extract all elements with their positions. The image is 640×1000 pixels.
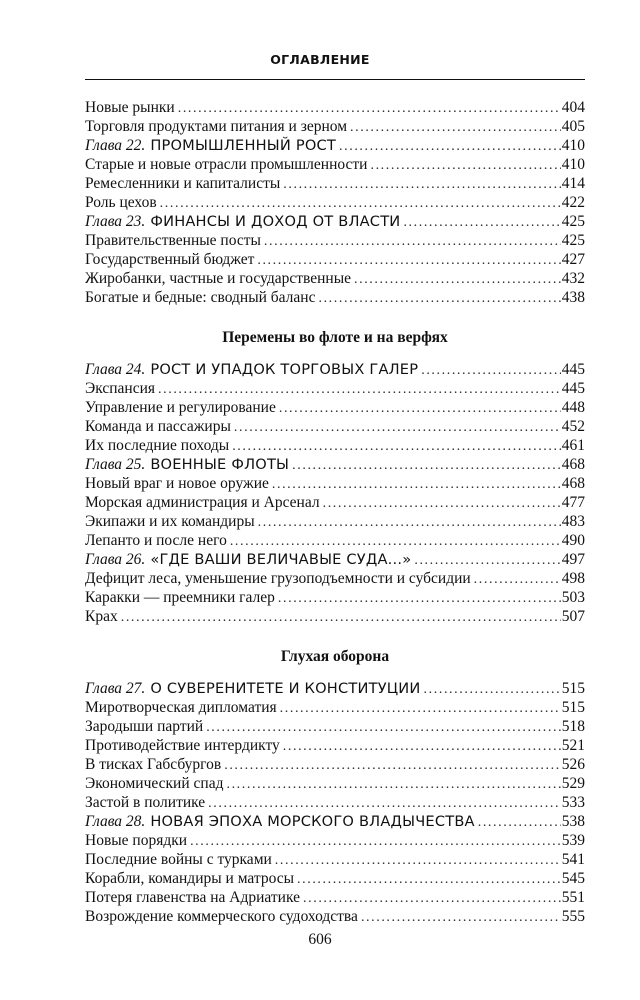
chapter-label: Глава 28. — [85, 813, 146, 830]
dot-leader — [230, 532, 561, 551]
dot-leader — [272, 475, 561, 494]
entry-text: «ГДЕ ВАШИ ВЕЛИЧАВЫЕ СУДА...» — [150, 551, 412, 568]
entry-text: ВОЕННЫЕ ФЛОТЫ — [150, 456, 290, 473]
entry-text: Новые порядки — [85, 832, 188, 849]
toc-entry — [85, 793, 585, 812]
toc-entry — [85, 155, 585, 174]
toc-page-number: 427 — [561, 251, 585, 268]
dot-leader — [283, 737, 561, 756]
section-heading-fleet: Перемены во флоте и на верфях — [222, 329, 448, 346]
toc-page-number: 468 — [561, 475, 585, 492]
toc-entry-title — [85, 907, 358, 926]
toc-entry-title — [85, 360, 418, 379]
toc-entry-title — [85, 588, 275, 607]
toc-page-number: 468 — [561, 456, 585, 473]
toc-entry-title — [85, 755, 221, 774]
entry-text: Роль цехов — [85, 194, 157, 211]
dot-leader — [297, 870, 561, 889]
dot-leader — [478, 813, 561, 832]
toc-page-number: 410 — [561, 137, 585, 154]
toc-entry-title — [85, 212, 400, 231]
toc-chapter-entry — [85, 360, 585, 379]
toc-entry-title — [85, 136, 336, 155]
toc-entry — [85, 717, 585, 736]
dot-leader — [421, 361, 561, 380]
toc-entry-title — [85, 98, 175, 117]
dot-leader — [354, 270, 561, 289]
toc-entry — [85, 288, 585, 307]
toc-entry — [85, 907, 585, 926]
toc-page-number: 438 — [561, 289, 585, 306]
entry-text: Корабли, командиры и матросы — [85, 870, 295, 887]
toc-entry — [85, 736, 585, 755]
toc-entry-title — [85, 417, 231, 436]
dot-leader — [283, 175, 560, 194]
toc-entry-title — [85, 155, 367, 174]
toc-entry-title — [85, 269, 351, 288]
dot-leader — [226, 775, 560, 794]
toc-page-number: 461 — [561, 437, 585, 454]
toc-entry-title — [85, 698, 277, 717]
toc-section-1 — [85, 98, 585, 307]
dot-leader — [323, 494, 561, 513]
dot-leader — [474, 570, 561, 589]
toc-entry-title — [85, 250, 254, 269]
entry-text: Управление и регулирование — [85, 399, 276, 416]
dot-leader — [424, 680, 561, 699]
toc-page-number: 533 — [561, 794, 585, 811]
toc-page-number: 551 — [561, 889, 585, 906]
entry-text: Каракки — преемники галер — [85, 589, 275, 606]
entry-text: РОСТ И УПАДОК ТОРГОВЫХ ГАЛЕР — [150, 361, 419, 378]
toc-entry-title — [85, 474, 269, 493]
dot-leader — [232, 437, 561, 456]
toc-page-number: 422 — [561, 194, 585, 211]
toc-page-number: 490 — [561, 532, 585, 549]
toc-page-number: 445 — [561, 380, 585, 397]
toc-entry-title — [85, 436, 229, 455]
toc-entry-title — [85, 812, 475, 831]
toc-entry-title — [85, 607, 118, 626]
toc-entry-title — [85, 193, 157, 212]
toc-entry-title — [85, 531, 227, 550]
dot-leader — [234, 418, 561, 437]
dot-leader — [339, 137, 561, 156]
toc-entry — [85, 888, 585, 907]
dot-leader — [280, 699, 561, 718]
toc-entry-title — [85, 379, 155, 398]
toc-page-number: 539 — [561, 832, 585, 849]
toc-entry — [85, 117, 585, 136]
dot-leader — [224, 756, 561, 775]
entry-text: В тисках Габсбургов — [85, 756, 222, 773]
toc-entry — [85, 850, 585, 869]
entry-text: Возрождение коммерческого судоходства — [85, 908, 358, 925]
toc-page-number: 405 — [561, 118, 585, 135]
toc-entry — [85, 569, 585, 588]
toc-page-number: 414 — [561, 175, 585, 192]
header-rule — [85, 79, 585, 80]
toc-entry — [85, 417, 585, 436]
toc-page-number: 498 — [561, 570, 585, 587]
entry-text: Экипажи и их командиры — [85, 513, 255, 530]
toc-entry-title — [85, 717, 203, 736]
toc-entry-title — [85, 398, 276, 417]
toc-entry — [85, 379, 585, 398]
toc-entry — [85, 174, 585, 193]
toc-page-number: 541 — [561, 851, 585, 868]
toc-page-number: 404 — [561, 99, 585, 116]
toc-chapter-entry — [85, 212, 585, 231]
running-head: ОГЛАВЛЕНИЕ — [270, 52, 370, 67]
toc-entry — [85, 436, 585, 455]
section-heading-defense: Глухая оборона — [280, 648, 390, 665]
toc-page-number: 425 — [561, 213, 585, 230]
toc-entry — [85, 250, 585, 269]
toc-page-number: 529 — [561, 775, 585, 792]
toc-entry-title — [85, 174, 280, 193]
entry-text: Их последние походы — [85, 437, 230, 454]
entry-text: О СУВЕРЕНИТЕТЕ И КОНСТИТУЦИИ — [150, 680, 421, 697]
entry-text: ПРОМЫШЛЕННЫЙ РОСТ — [150, 137, 337, 154]
toc-page-number: 432 — [561, 270, 585, 287]
toc-chapter-entry — [85, 812, 585, 831]
toc-entry — [85, 398, 585, 417]
dot-leader — [121, 608, 561, 627]
dot-leader — [264, 232, 561, 251]
dot-leader — [279, 399, 561, 418]
toc-page-number: 497 — [561, 551, 585, 568]
toc-entry-title — [85, 117, 347, 136]
dot-leader — [361, 908, 561, 927]
toc-page-number: 545 — [561, 870, 585, 887]
toc-entry — [85, 607, 585, 626]
chapter-label: Глава 26. — [85, 551, 146, 568]
dot-leader — [303, 889, 561, 908]
toc-entry — [85, 698, 585, 717]
toc-page-number: 521 — [561, 737, 585, 754]
toc-page-number: 452 — [561, 418, 585, 435]
toc-page-number: 483 — [561, 513, 585, 530]
entry-text: Противодействие интердикту — [85, 737, 280, 754]
entry-text: Экономический спад — [85, 775, 224, 792]
chapter-label: Глава 22. — [85, 137, 146, 154]
toc-entry — [85, 531, 585, 550]
chapter-label: Глава 25. — [85, 456, 146, 473]
toc-entry-title — [85, 736, 280, 755]
toc-page-number: 518 — [561, 718, 585, 735]
entry-text: Застой в политике — [85, 794, 206, 811]
chapter-label: Глава 24. — [85, 361, 146, 378]
dot-leader — [350, 118, 561, 137]
page-number: 606 — [308, 931, 332, 948]
entry-text: Морская администрация и Арсенал — [85, 494, 320, 511]
dot-leader — [178, 99, 561, 118]
toc-entry — [85, 755, 585, 774]
toc-entry — [85, 474, 585, 493]
toc-entry-title — [85, 869, 294, 888]
dot-leader — [160, 194, 561, 213]
entry-text: Крах — [85, 608, 118, 625]
toc-entry-title — [85, 493, 320, 512]
toc-entry-title — [85, 793, 205, 812]
toc-page-number: 526 — [561, 756, 585, 773]
toc-page-number: 507 — [561, 608, 585, 625]
toc-entry-title — [85, 569, 471, 588]
dot-leader — [158, 380, 561, 399]
toc-page-number: 503 — [561, 589, 585, 606]
entry-text: Экспансия — [85, 380, 156, 397]
entry-text: Богатые и бедные: сводный баланс — [85, 289, 316, 306]
chapter-label: Глава 23. — [85, 213, 146, 230]
entry-text: ФИНАНСЫ И ДОХОД ОТ ВЛАСТИ — [150, 213, 401, 230]
toc-entry — [85, 493, 585, 512]
toc-entry-title — [85, 550, 411, 569]
dot-leader — [414, 551, 560, 570]
dot-leader — [208, 794, 561, 813]
toc-chapter-entry — [85, 136, 585, 155]
entry-text: Команда и пассажиры — [85, 418, 231, 435]
entry-text: Ремесленники и капиталисты — [85, 175, 281, 192]
dot-leader — [278, 589, 561, 608]
dot-leader — [275, 851, 561, 870]
chapter-label: Глава 27. — [85, 680, 146, 697]
entry-text: Дефицит леса, уменьшение грузоподъемности и субсидии — [85, 570, 471, 587]
toc-entry — [85, 774, 585, 793]
toc-entry-title — [85, 288, 315, 307]
dot-leader — [258, 513, 561, 532]
entry-text: Последние войны с турками — [85, 851, 272, 868]
entry-text: Миротворческая дипломатия — [85, 699, 277, 716]
entry-text: Потеря главенства на Адриатике — [85, 889, 301, 906]
toc-entry-title — [85, 888, 300, 907]
toc-chapter-entry — [85, 679, 585, 698]
entry-text: Государственный бюджет — [85, 251, 255, 268]
entry-text: Новый враг и новое оружие — [85, 475, 269, 492]
dot-leader — [257, 251, 560, 270]
toc-page-number: 538 — [561, 813, 585, 830]
toc-entry-title — [85, 455, 289, 474]
toc-entry-title — [85, 774, 223, 793]
entry-text: Зародыши партий — [85, 718, 204, 735]
toc-page-number: 515 — [561, 699, 585, 716]
entry-text: Старые и новые отрасли промышленности — [85, 156, 368, 173]
toc-entry — [85, 869, 585, 888]
dot-leader — [206, 718, 561, 737]
entry-text: Новые рынки — [85, 99, 175, 116]
toc-entry — [85, 269, 585, 288]
toc-page-number: 445 — [561, 361, 585, 378]
toc-entry — [85, 193, 585, 212]
toc-entry — [85, 831, 585, 850]
dot-leader — [370, 156, 560, 175]
toc-entry-title — [85, 512, 255, 531]
toc-entry — [85, 512, 585, 531]
toc-page-number: 425 — [561, 232, 585, 249]
toc-entry — [85, 588, 585, 607]
toc-entry — [85, 231, 585, 250]
dot-leader — [318, 289, 560, 308]
toc-entry-title — [85, 850, 272, 869]
dot-leader — [403, 213, 560, 232]
entry-text: НОВАЯ ЭПОХА МОРСКОГО ВЛАДЫЧЕСТВА — [150, 813, 475, 830]
toc-entry — [85, 98, 585, 117]
dot-leader — [292, 456, 561, 475]
entry-text: Жиробанки, частные и государственные — [85, 270, 351, 287]
toc-page-number: 410 — [561, 156, 585, 173]
dot-leader — [190, 832, 561, 851]
toc-page-number: 448 — [561, 399, 585, 416]
toc-entry-title — [85, 231, 261, 250]
toc-entry-title — [85, 679, 421, 698]
entry-text: Лепанто и после него — [85, 532, 227, 549]
toc-section-3 — [85, 679, 585, 926]
toc-chapter-entry — [85, 550, 585, 569]
toc-entry-title — [85, 831, 187, 850]
toc-page-number: 477 — [561, 494, 585, 511]
toc-section-2 — [85, 360, 585, 626]
toc-page-number: 555 — [561, 908, 585, 925]
toc-page-number: 515 — [561, 680, 585, 697]
toc-chapter-entry — [85, 455, 585, 474]
entry-text: Торговля продуктами питания и зерном — [85, 118, 348, 135]
entry-text: Правительственные посты — [85, 232, 261, 249]
